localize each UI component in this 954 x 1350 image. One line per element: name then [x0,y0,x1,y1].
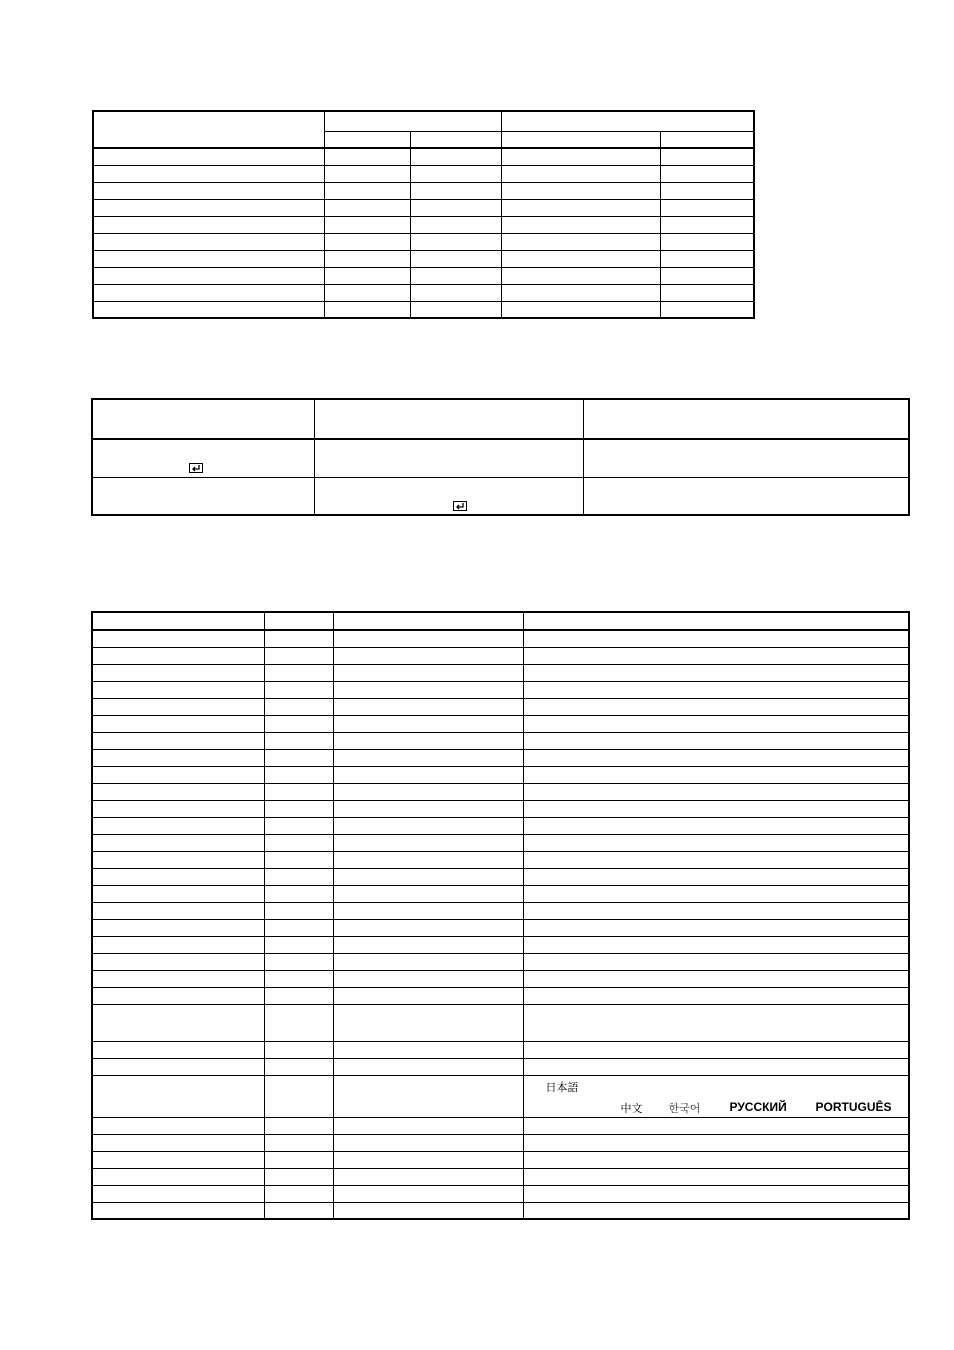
enter-key-icon [189,463,203,473]
table-row [92,953,909,970]
table-row [92,477,909,515]
table-2 [91,398,910,516]
table-1-header-group-b [501,111,754,131]
table-row [93,148,754,165]
table-1-subheader [410,131,501,148]
table-row [92,1117,909,1134]
table-row [93,199,754,216]
table-row [93,301,754,318]
table-row [92,800,909,817]
table-row [92,766,909,783]
table-1-subheader [501,131,660,148]
table-row [92,868,909,885]
table-row [92,1075,909,1117]
table-row [93,250,754,267]
table-row [92,902,909,919]
table-row [92,715,909,732]
table-row [92,1058,909,1075]
table-row [93,216,754,233]
table-row [92,919,909,936]
table-2-header [92,399,314,439]
table-1-header-blank [93,111,324,148]
table-row [92,1004,909,1041]
table-row [92,885,909,902]
language-cell [523,1075,909,1117]
language-portuguese: PORTUGUÊS [815,1099,892,1114]
table-row [92,783,909,800]
table-row [92,698,909,715]
table-1-subheader [660,131,754,148]
table-row [92,647,909,664]
table-3-header [523,612,909,630]
table-3-header [92,612,264,630]
table-row [92,817,909,834]
table-row [92,834,909,851]
table-row [92,936,909,953]
table-row [93,165,754,182]
table-row [92,749,909,766]
table-3 [91,611,910,1220]
table-row [93,284,754,301]
language-russian: РУССКИЙ [729,1099,787,1114]
table-1-subheader [324,131,410,148]
table-row [92,681,909,698]
table-row [92,1151,909,1168]
table-row [92,1185,909,1202]
table-2-header [583,399,909,439]
table-row [92,987,909,1004]
table-row [92,630,909,647]
table-row [92,664,909,681]
language-chinese: 中文 [620,1101,643,1115]
table-2-header [314,399,583,439]
table-3-header [264,612,333,630]
table-row [92,1202,909,1219]
table-1-header-group-a [324,111,501,131]
table-row [92,970,909,987]
table-1 [92,110,755,319]
language-korean: 한국어 [668,1101,701,1115]
language-japanese: 日本語 [545,1080,579,1094]
table-row [92,851,909,868]
table-row [92,439,909,477]
table-row [92,732,909,749]
table-row [93,182,754,199]
table-3-header [333,612,523,630]
table-row [92,1134,909,1151]
enter-key-icon [453,501,467,511]
table-row [92,1041,909,1058]
table-row [92,1168,909,1185]
table-row [93,233,754,250]
table-row [93,267,754,284]
